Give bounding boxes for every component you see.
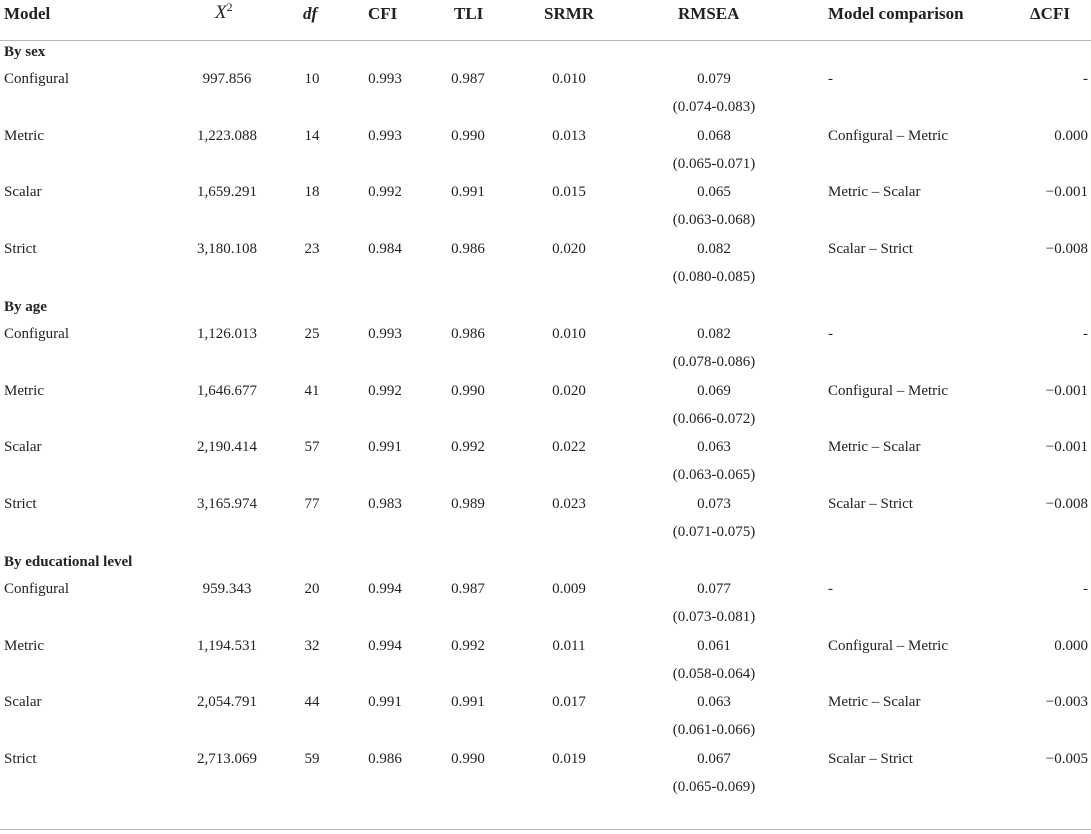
model-cell: Strict (4, 750, 37, 767)
srmr-cell: 0.019 (552, 750, 586, 767)
tli-cell: 0.987 (451, 71, 485, 87)
srmr-cell: 0.010 (552, 71, 586, 87)
cfi-cell: 0.983 (368, 495, 402, 512)
table-row (0, 70, 1091, 127)
table-row (0, 750, 1091, 807)
group-label: By sex (4, 44, 46, 60)
chi-square-cell: 2,190.414 (197, 439, 257, 455)
rmsea-cell: 0.063 (697, 694, 731, 710)
rmsea-ci-cell: (0.061-0.066) (672, 722, 756, 738)
rmsea-cell: 0.061 (697, 637, 731, 654)
rmsea-cell: 0.063 (697, 439, 731, 455)
chi-square-cell: 2,713.069 (197, 750, 257, 767)
group-header (0, 41, 1091, 70)
cfi-cell: 0.993 (368, 127, 402, 144)
rmsea-ci-cell: (0.078-0.086) (672, 354, 756, 370)
rmsea-ci-cell: (0.058-0.064) (672, 665, 756, 682)
header-tli: TLI (454, 4, 484, 23)
cfi-cell: 0.992 (368, 184, 402, 200)
table-row (0, 127, 1091, 184)
table-row (0, 438, 1091, 495)
header-rmsea: RMSEA (678, 4, 740, 23)
model-comparison-cell: Scalar – Strict (828, 240, 913, 257)
model-comparison-cell: Scalar – Strict (828, 495, 913, 512)
header-model-comparison: Model comparison (828, 4, 964, 23)
table-header (0, 0, 1091, 41)
cfi-cell: 0.991 (368, 439, 402, 455)
model-comparison-cell: Metric – Scalar (828, 439, 921, 455)
delta-cfi-cell: −0.001 (1045, 382, 1088, 399)
chi-square-cell: 1,223.088 (197, 127, 257, 144)
rmsea-ci-cell: (0.073-0.081) (672, 609, 756, 625)
cfi-cell: 0.993 (368, 71, 402, 87)
chi-square-cell: 1,194.531 (197, 637, 257, 654)
delta-cfi-cell: 0.000 (1054, 637, 1088, 654)
srmr-cell: 0.020 (552, 382, 586, 399)
table-row (0, 325, 1091, 382)
srmr-cell: 0.015 (552, 184, 586, 200)
rmsea-ci-cell: (0.063-0.068) (672, 212, 756, 228)
rmsea-ci-cell: (0.066-0.072) (672, 410, 756, 427)
rmsea-cell: 0.068 (697, 127, 731, 144)
rmsea-ci-cell: (0.074-0.083) (672, 99, 756, 115)
model-comparison-cell: Metric – Scalar (828, 184, 921, 200)
header-cfi: CFI (368, 4, 398, 23)
model-cell: Scalar (4, 184, 42, 200)
cfi-cell: 0.986 (368, 750, 402, 767)
chi-square-cell: 1,646.677 (197, 382, 257, 399)
df-cell: 57 (304, 439, 320, 455)
rmsea-cell: 0.073 (697, 495, 731, 512)
table-bottom-rule (0, 829, 1091, 830)
group-label: By educational level (4, 554, 133, 570)
df-cell: 23 (304, 240, 320, 257)
rmsea-ci-cell: (0.071-0.075) (672, 523, 756, 540)
cfi-cell: 0.994 (368, 581, 402, 597)
srmr-cell: 0.010 (552, 326, 586, 342)
tli-cell: 0.990 (451, 750, 485, 767)
table-row (0, 637, 1091, 694)
chi-square-cell: 2,054.791 (197, 694, 257, 710)
model-cell: Metric (4, 637, 44, 654)
delta-cfi-cell: - (1083, 71, 1088, 87)
table-row (0, 495, 1091, 552)
table-row (0, 183, 1091, 240)
chi-square-cell: 997.856 (202, 71, 252, 87)
tli-cell: 0.992 (451, 637, 485, 654)
rmsea-ci-cell: (0.080-0.085) (672, 268, 756, 285)
model-comparison-cell: Configural – Metric (828, 127, 948, 144)
cfi-cell: 0.991 (368, 694, 402, 710)
df-cell: 41 (304, 382, 320, 399)
cfi-cell: 0.993 (368, 326, 402, 342)
cfi-cell: 0.984 (368, 240, 402, 257)
model-comparison-cell: Configural – Metric (828, 382, 948, 399)
delta-cfi-cell: −0.008 (1045, 495, 1088, 512)
model-cell: Strict (4, 495, 37, 512)
model-comparison-cell: Metric – Scalar (828, 694, 921, 710)
table-row (0, 693, 1091, 750)
table-row (0, 580, 1091, 637)
df-cell: 20 (304, 581, 320, 597)
df-cell: 18 (304, 184, 320, 200)
cfi-cell: 0.994 (368, 637, 402, 654)
delta-cfi-cell: - (1083, 581, 1088, 597)
header-chi-symbol: X (215, 2, 227, 23)
df-cell: 10 (304, 71, 320, 87)
df-cell: 59 (304, 750, 320, 767)
model-cell: Configural (4, 71, 69, 87)
model-comparison-cell: - (828, 326, 833, 342)
srmr-cell: 0.022 (552, 439, 586, 455)
tli-cell: 0.986 (451, 240, 485, 257)
tli-cell: 0.986 (451, 326, 485, 342)
tli-cell: 0.991 (451, 184, 485, 200)
tli-cell: 0.991 (451, 694, 485, 710)
group-header (0, 296, 1091, 325)
df-cell: 25 (304, 326, 320, 342)
srmr-cell: 0.011 (552, 637, 586, 654)
rmsea-cell: 0.079 (697, 71, 731, 87)
delta-cfi-cell: −0.005 (1045, 750, 1088, 767)
tli-cell: 0.990 (451, 127, 485, 144)
model-cell: Metric (4, 382, 44, 399)
df-cell: 77 (304, 495, 320, 512)
model-cell: Strict (4, 240, 37, 257)
chi-square-cell: 3,180.108 (197, 240, 257, 257)
srmr-cell: 0.023 (552, 495, 586, 512)
rmsea-ci-cell: (0.063-0.065) (672, 467, 756, 483)
header-model: Model (4, 4, 51, 23)
df-cell: 32 (304, 637, 320, 654)
rmsea-cell: 0.067 (697, 750, 731, 767)
rmsea-cell: 0.065 (697, 184, 731, 200)
model-cell: Configural (4, 326, 69, 342)
delta-cfi-cell: −0.001 (1045, 184, 1088, 200)
group-label: By age (4, 299, 47, 315)
group-header (0, 551, 1091, 580)
rmsea-cell: 0.082 (697, 240, 731, 257)
rmsea-cell: 0.077 (697, 581, 731, 597)
chi-square-cell: 959.343 (202, 581, 252, 597)
model-cell: Configural (4, 581, 69, 597)
df-cell: 14 (304, 127, 320, 144)
rmsea-cell: 0.069 (697, 382, 731, 399)
rmsea-ci-cell: (0.065-0.069) (672, 778, 756, 795)
delta-cfi-cell: −0.001 (1045, 439, 1088, 455)
delta-cfi-cell: −0.008 (1045, 240, 1088, 257)
tli-cell: 0.990 (451, 382, 485, 399)
model-cell: Scalar (4, 439, 42, 455)
table-row (0, 382, 1091, 439)
df-cell: 44 (304, 694, 320, 710)
delta-cfi-cell: - (1083, 326, 1088, 342)
srmr-cell: 0.017 (552, 694, 586, 710)
srmr-cell: 0.009 (552, 581, 586, 597)
model-comparison-cell: - (828, 581, 833, 597)
srmr-cell: 0.013 (552, 127, 586, 144)
header-delta-cfi: ΔCFI (1030, 4, 1070, 23)
table-row (0, 240, 1091, 297)
chi-square-cell: 1,126.013 (197, 326, 257, 342)
cfi-cell: 0.992 (368, 382, 402, 399)
header-srmr: SRMR (544, 4, 595, 23)
model-cell: Metric (4, 127, 44, 144)
tli-cell: 0.987 (451, 581, 485, 597)
model-comparison-cell: - (828, 71, 833, 87)
model-comparison-cell: Configural – Metric (828, 637, 948, 654)
table-body (0, 41, 1091, 806)
chi-square-cell: 1,659.291 (197, 184, 257, 200)
model-comparison-cell: Scalar – Strict (828, 750, 913, 767)
tli-cell: 0.992 (451, 439, 485, 455)
header-chi-square (215, 2, 233, 24)
model-cell: Scalar (4, 694, 42, 710)
rmsea-ci-cell: (0.065-0.071) (672, 155, 756, 172)
header-chi-exponent: 2 (226, 0, 233, 14)
header-df: df (303, 4, 318, 23)
chi-square-cell: 3,165.974 (197, 495, 257, 512)
srmr-cell: 0.020 (552, 240, 586, 257)
delta-cfi-cell: 0.000 (1054, 127, 1088, 144)
tli-cell: 0.989 (451, 495, 485, 512)
rmsea-cell: 0.082 (697, 326, 731, 342)
delta-cfi-cell: −0.003 (1045, 694, 1088, 710)
